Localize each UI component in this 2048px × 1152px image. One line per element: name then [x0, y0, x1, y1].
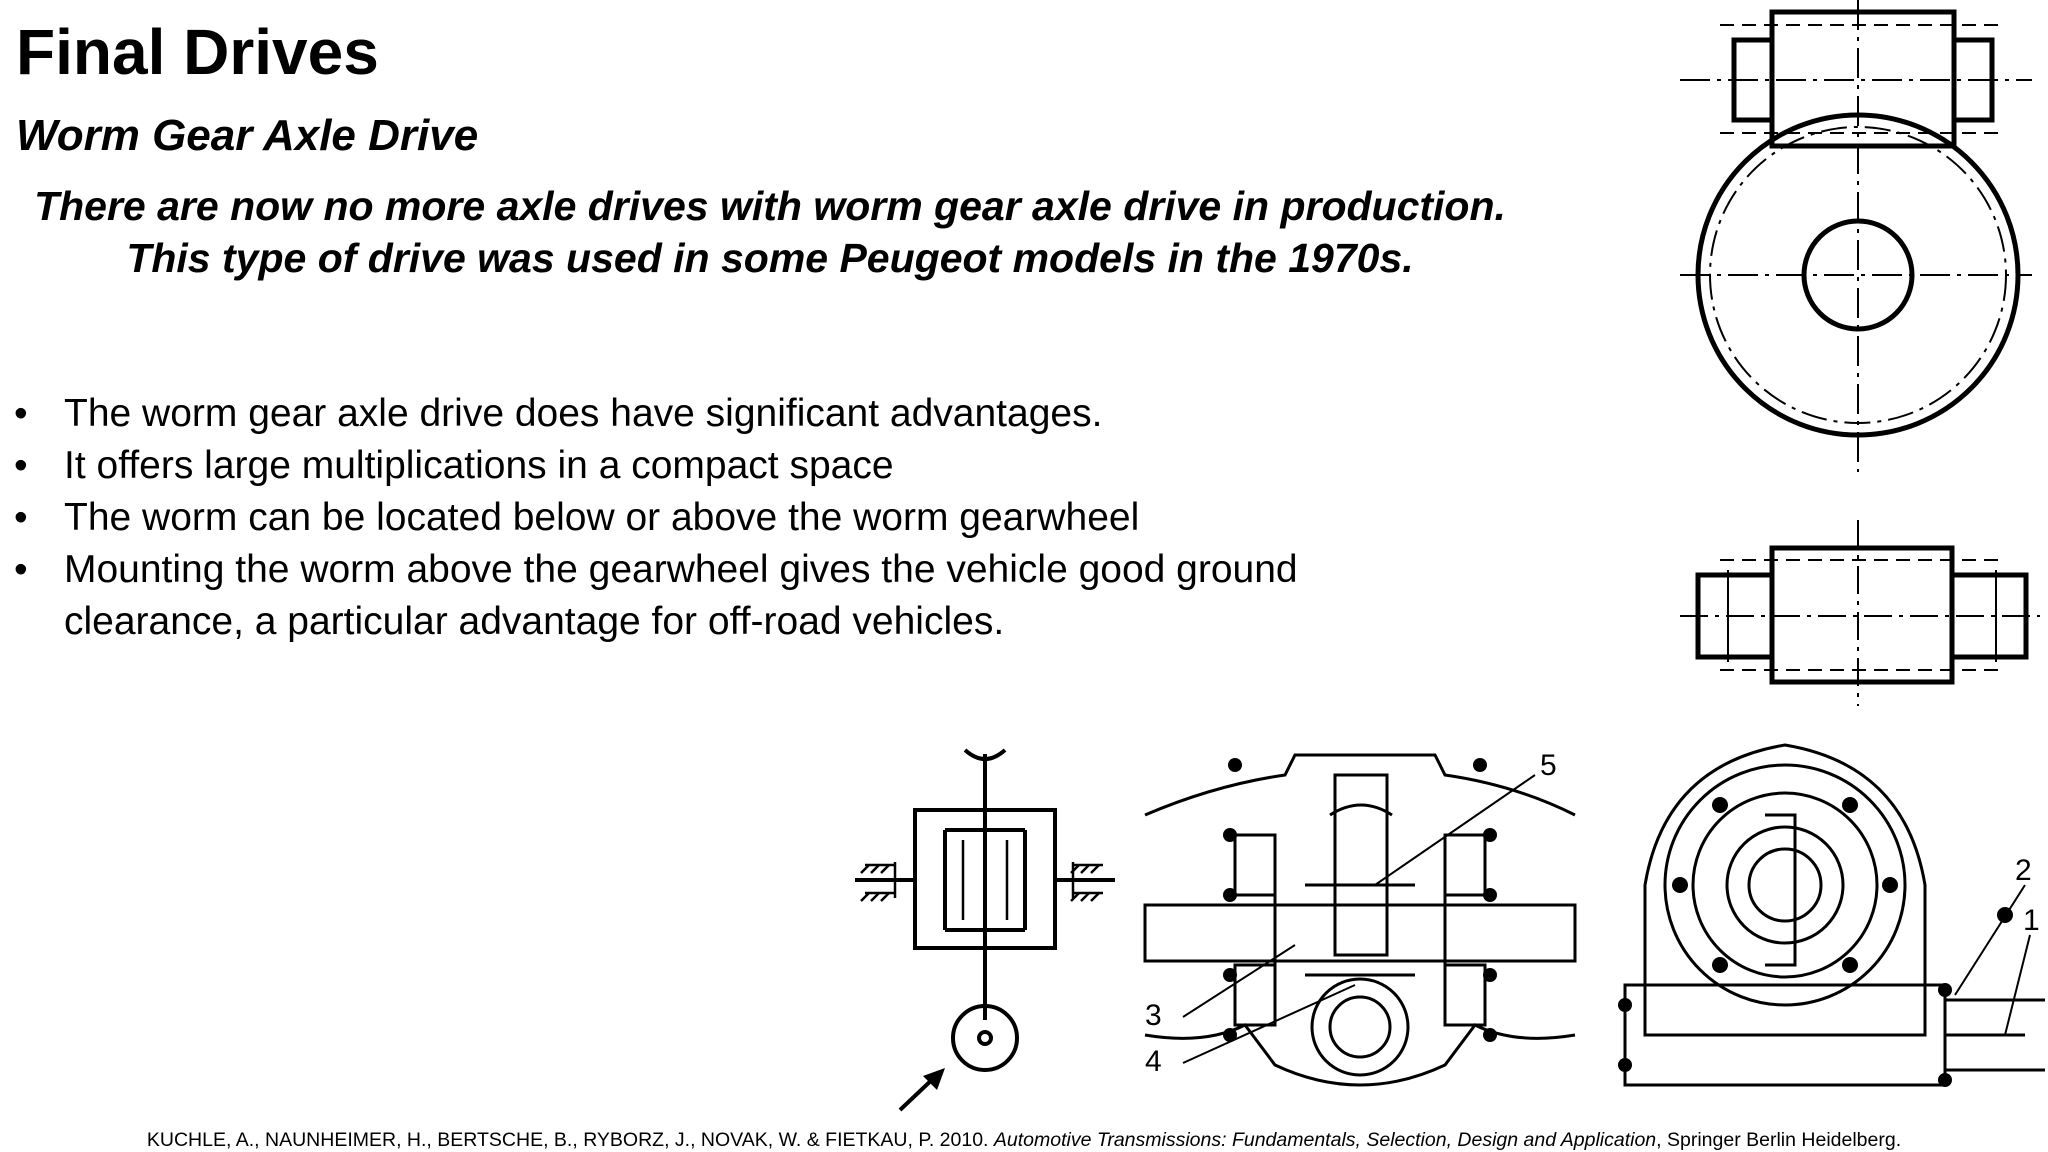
slide-subtitle: Worm Gear Axle Drive — [16, 111, 479, 160]
citation — [0, 1128, 2048, 1152]
citation-publisher: , Springer Berlin Heidelberg. — [1656, 1129, 1902, 1151]
bullet-item — [14, 492, 1434, 544]
worm-gear-side-drawing — [1660, 0, 2040, 480]
bullet-item — [14, 388, 1434, 440]
bullet-text: Mounting the worm above the gearwheel gives the vehicle good ground clearance, a particular advantage for off-road vehicles. — [64, 548, 1298, 643]
worm-top-drawing — [1680, 520, 2040, 710]
bullet-symbol: • — [14, 548, 28, 591]
bullet-symbol: • — [14, 444, 28, 487]
bullet-symbol: • — [14, 392, 28, 435]
callout-label-4: 4 — [1145, 1045, 1162, 1078]
worm-drive-schematic — [845, 740, 1125, 1120]
bullet-text: The worm can be located below or above the worm gearwheel — [64, 496, 1140, 539]
axle-cross-section-drawing — [1135, 735, 1590, 1105]
citation-book-title: Automotive Transmissions: Fundamentals, Selection, Design and Application — [993, 1129, 1657, 1151]
bullet-item — [14, 544, 1434, 648]
bullet-symbol: • — [14, 496, 28, 539]
bullet-text: It offers large multiplications in a compact space — [64, 444, 894, 487]
callout-label-2: 2 — [2015, 854, 2032, 887]
callout-label-1: 1 — [2023, 904, 2040, 937]
callout-label-3: 3 — [1145, 999, 1162, 1032]
callout-label-5: 5 — [1540, 749, 1557, 782]
slide-title: Final Drives — [16, 16, 379, 88]
citation-authors: KUCHLE, A., NAUNHEIMER, H., BERTSCHE, B., RYBORZ, J., NOVAK, W. & FIETKAU, P. 2010. — [146, 1129, 989, 1151]
notice-text: There are now no more axle drives with worm gear axle drive in production. This type of drive was used in some Peugeot models in the 1970s. — [34, 183, 1506, 281]
axle-end-view-drawing — [1605, 735, 2045, 1105]
bullet-item — [14, 440, 1434, 492]
bullet-text: The worm gear axle drive does have significant advantages. — [64, 392, 1103, 435]
bullet-list — [14, 388, 1434, 648]
